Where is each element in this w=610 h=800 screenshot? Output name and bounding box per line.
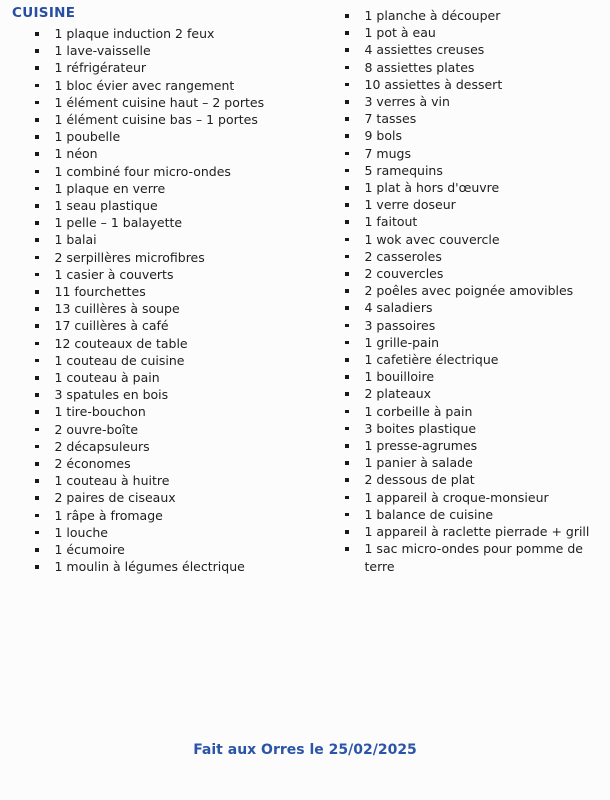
list-item [35, 180, 305, 197]
list-item-text: 2 couvercles [364, 266, 444, 282]
list-item-text: 1 corbeille à pain [364, 403, 473, 419]
list-item [35, 541, 305, 558]
bullet-square-icon [35, 324, 39, 328]
list-item-text: 8 assiettes plates [364, 59, 475, 75]
list-item-text: 2 paires de ciseaux [54, 490, 176, 506]
bullet-square-icon [35, 445, 39, 449]
list-item [345, 282, 610, 299]
list-item [345, 24, 610, 41]
list-item-text: 2 dessous de plat [364, 472, 475, 488]
list-item [345, 213, 610, 230]
list-item-text: 1 appareil à raclette pierrade + grill [364, 524, 590, 540]
list-item-text: 1 balai [54, 232, 97, 248]
bullet-square-icon [345, 117, 349, 121]
list-item-text: 3 boites plastique [364, 420, 477, 436]
list-item [35, 489, 305, 506]
list-item [35, 472, 305, 489]
list-item-text: 1 bouilloire [364, 369, 435, 385]
list-item [345, 162, 610, 179]
bullet-square-icon [35, 565, 39, 569]
bullet-square-icon [35, 548, 39, 552]
list-item-text: 1 casier à couverts [54, 266, 174, 282]
list-item [35, 77, 305, 94]
list-item [35, 59, 305, 76]
bullet-square-icon [35, 496, 39, 500]
list-item-text: 11 fourchettes [54, 284, 146, 300]
list-item [35, 300, 305, 317]
list-item [35, 386, 305, 403]
bullet-square-icon [35, 342, 39, 346]
right-column [305, 4, 610, 575]
list-item [345, 7, 610, 24]
two-column-layout [0, 4, 610, 576]
list-item [35, 94, 305, 111]
list-item-text: 9 bols [364, 128, 402, 144]
list-item-text: 3 verres à vin [364, 94, 450, 110]
bullet-square-icon [345, 324, 349, 328]
bullet-square-icon [35, 290, 39, 294]
list-item-text: 1 plaque en verre [54, 180, 166, 196]
bullet-square-icon [35, 256, 39, 260]
bullet-square-icon [345, 444, 349, 448]
list-item-text: 3 spatules en bois [54, 387, 169, 403]
list-item [35, 249, 305, 266]
list-item-text: 1 balance de cuisine [364, 506, 494, 522]
list-item [35, 214, 305, 231]
list-item-text: 2 poêles avec poignée amovibles [364, 283, 574, 299]
list-item-text: 1 verre doseur [364, 197, 456, 213]
list-item-text: 1 appareil à croque-monsieur [364, 489, 549, 505]
list-item-text: 1 seau plastique [54, 198, 158, 214]
list-item-text: 1 tire-bouchon [54, 404, 146, 420]
list-item [345, 110, 610, 127]
list-item-text: 13 cuillères à soupe [54, 301, 180, 317]
document-footer-date: Fait aux Orres le 25/02/2025 [193, 742, 417, 758]
list-item [345, 523, 610, 540]
bullet-square-icon [345, 152, 349, 156]
list-item [345, 299, 610, 316]
list-item [345, 385, 610, 402]
bullet-square-icon [345, 186, 349, 190]
bullet-square-icon [35, 410, 39, 414]
bullet-square-icon [35, 307, 39, 311]
list-item [35, 163, 305, 180]
bullet-square-icon [345, 341, 349, 345]
list-item [35, 558, 305, 575]
list-item [35, 507, 305, 524]
list-item [345, 540, 610, 574]
list-item [345, 265, 610, 282]
bullet-square-icon [345, 203, 349, 207]
list-item [35, 128, 305, 145]
bullet-square-icon [35, 531, 39, 535]
bullet-square-icon [345, 496, 349, 500]
list-item [35, 352, 305, 369]
page-title: CUISINE [12, 5, 76, 21]
list-item [345, 179, 610, 196]
list-item-text: 1 poubelle [54, 129, 121, 145]
bullet-square-icon [345, 427, 349, 431]
bullet-square-icon [345, 375, 349, 379]
list-item-text: 4 saladiers [364, 300, 433, 316]
bullet-square-icon [35, 393, 39, 397]
bullet-square-icon [35, 101, 39, 105]
list-item-text: 1 couteau à pain [54, 370, 160, 386]
list-item-text: 1 wok avec couvercle [364, 231, 500, 247]
list-item-text: 2 serpillères microfibres [54, 249, 205, 265]
list-item [345, 231, 610, 248]
list-item [35, 111, 305, 128]
list-item [345, 506, 610, 523]
bullet-square-icon [345, 220, 349, 224]
list-item-text: 1 pot à eau [364, 25, 436, 41]
list-item [345, 403, 610, 420]
bullet-square-icon [345, 289, 349, 293]
list-item [35, 231, 305, 248]
list-item-text: 1 réfrigérateur [54, 60, 147, 76]
list-item [345, 420, 610, 437]
bullet-square-icon [35, 428, 39, 432]
bullet-square-icon [345, 134, 349, 138]
list-item [345, 334, 610, 351]
list-item [35, 421, 305, 438]
list-item-text: 1 pelle – 1 balayette [54, 215, 183, 231]
list-item-text: 1 cafetière électrique [364, 352, 499, 368]
list-item [35, 403, 305, 420]
list-item-text: 2 plateaux [364, 386, 432, 402]
list-item [35, 42, 305, 59]
list-item [35, 524, 305, 541]
bullet-square-icon [345, 238, 349, 242]
list-item-text: 3 passoires [364, 317, 436, 333]
list-item [345, 248, 610, 265]
bullet-square-icon [345, 478, 349, 482]
list-item-text: 2 économes [54, 456, 131, 472]
bullet-square-icon [345, 272, 349, 276]
bullet-square-icon [345, 306, 349, 310]
right-column-list [305, 7, 610, 575]
list-item [345, 471, 610, 488]
bullet-square-icon [35, 376, 39, 380]
bullet-square-icon [35, 187, 39, 191]
list-item [35, 455, 305, 472]
list-item [35, 283, 305, 300]
list-item-text: 2 décapsuleurs [54, 438, 150, 454]
left-column [0, 4, 305, 576]
list-item-text: 1 écumoire [54, 542, 125, 558]
bullet-square-icon [345, 392, 349, 396]
bullet-square-icon [35, 359, 39, 363]
bullet-square-icon [35, 238, 39, 242]
bullet-square-icon [345, 410, 349, 414]
list-item [35, 145, 305, 162]
bullet-square-icon [345, 358, 349, 362]
list-item-text: 1 presse-agrumes [364, 438, 478, 454]
list-item [35, 438, 305, 455]
list-item [35, 25, 305, 42]
list-item-text: 1 élément cuisine haut – 2 portes [54, 94, 265, 110]
bullet-square-icon [35, 462, 39, 466]
bullet-square-icon [35, 84, 39, 88]
bullet-square-icon [35, 479, 39, 483]
list-item-text: 1 néon [54, 146, 98, 162]
list-item-text: 1 élément cuisine bas – 1 portes [54, 112, 258, 128]
list-item-text: 1 grille-pain [364, 334, 440, 350]
bullet-square-icon [35, 273, 39, 277]
list-item-text: 1 louche [54, 524, 108, 540]
list-item [35, 335, 305, 352]
list-item [345, 196, 610, 213]
bullet-square-icon [345, 48, 349, 52]
list-item-text: 1 planche à découper [364, 8, 501, 23]
bullet-square-icon [35, 135, 39, 139]
list-item-text: 4 assiettes creuses [364, 42, 485, 58]
list-item-text: 1 lave-vaisselle [54, 43, 151, 59]
list-item-text: 7 tasses [364, 111, 417, 127]
list-item-text: 10 assiettes à dessert [364, 76, 503, 92]
bullet-square-icon [345, 31, 349, 35]
list-item-text: 7 mugs [364, 145, 411, 161]
bullet-square-icon [345, 547, 349, 551]
bullet-square-icon [345, 530, 349, 534]
list-item [345, 127, 610, 144]
list-item-text: 1 faitout [364, 214, 418, 230]
list-item-text: 1 couteau de cuisine [54, 352, 185, 368]
list-item-text: 1 bloc évier avec rangement [54, 77, 235, 93]
bullet-square-icon [35, 204, 39, 208]
list-item [35, 317, 305, 334]
bullet-square-icon [35, 118, 39, 122]
list-item [35, 197, 305, 214]
bullet-square-icon [35, 221, 39, 225]
bullet-square-icon [35, 49, 39, 53]
list-item-text: 12 couteaux de table [54, 335, 188, 351]
bullet-square-icon [345, 66, 349, 70]
list-item-text: 2 ouvre-boîte [54, 421, 139, 437]
list-item-text: 5 ramequins [364, 162, 443, 178]
bullet-square-icon [345, 100, 349, 104]
list-item [345, 454, 610, 471]
list-item [345, 59, 610, 76]
bullet-square-icon [345, 14, 349, 18]
list-item-text: 17 cuillères à café [54, 318, 169, 334]
list-item-text: 1 plat à hors d'œuvre [364, 180, 500, 196]
list-item [345, 489, 610, 506]
list-item [345, 437, 610, 454]
list-item [35, 369, 305, 386]
list-item [345, 368, 610, 385]
list-item [345, 93, 610, 110]
bullet-square-icon [345, 83, 349, 87]
left-column-list [0, 25, 305, 576]
list-item-text: 1 plaque induction 2 feux [54, 26, 215, 41]
list-item [345, 317, 610, 334]
bullet-square-icon [35, 170, 39, 174]
list-item-text: 1 couteau à huitre [54, 473, 170, 489]
list-item [345, 145, 610, 162]
list-item [345, 351, 610, 368]
list-item [35, 266, 305, 283]
list-item-text: 1 sac micro-ondes pour pomme de terre [364, 541, 583, 574]
list-item-text: 1 panier à salade [364, 455, 473, 471]
bullet-square-icon [35, 514, 39, 518]
bullet-square-icon [35, 66, 39, 70]
list-item [345, 76, 610, 93]
bullet-square-icon [345, 255, 349, 259]
list-item [345, 41, 610, 58]
list-item-text: 1 moulin à légumes électrique [54, 559, 245, 575]
list-item-text: 2 casseroles [364, 248, 442, 264]
bullet-square-icon [345, 513, 349, 517]
bullet-square-icon [35, 32, 39, 36]
list-item-text: 1 râpe à fromage [54, 507, 163, 523]
bullet-square-icon [345, 169, 349, 173]
bullet-square-icon [345, 461, 349, 465]
list-item-text: 1 combiné four micro-ondes [54, 163, 231, 179]
bullet-square-icon [35, 152, 39, 156]
